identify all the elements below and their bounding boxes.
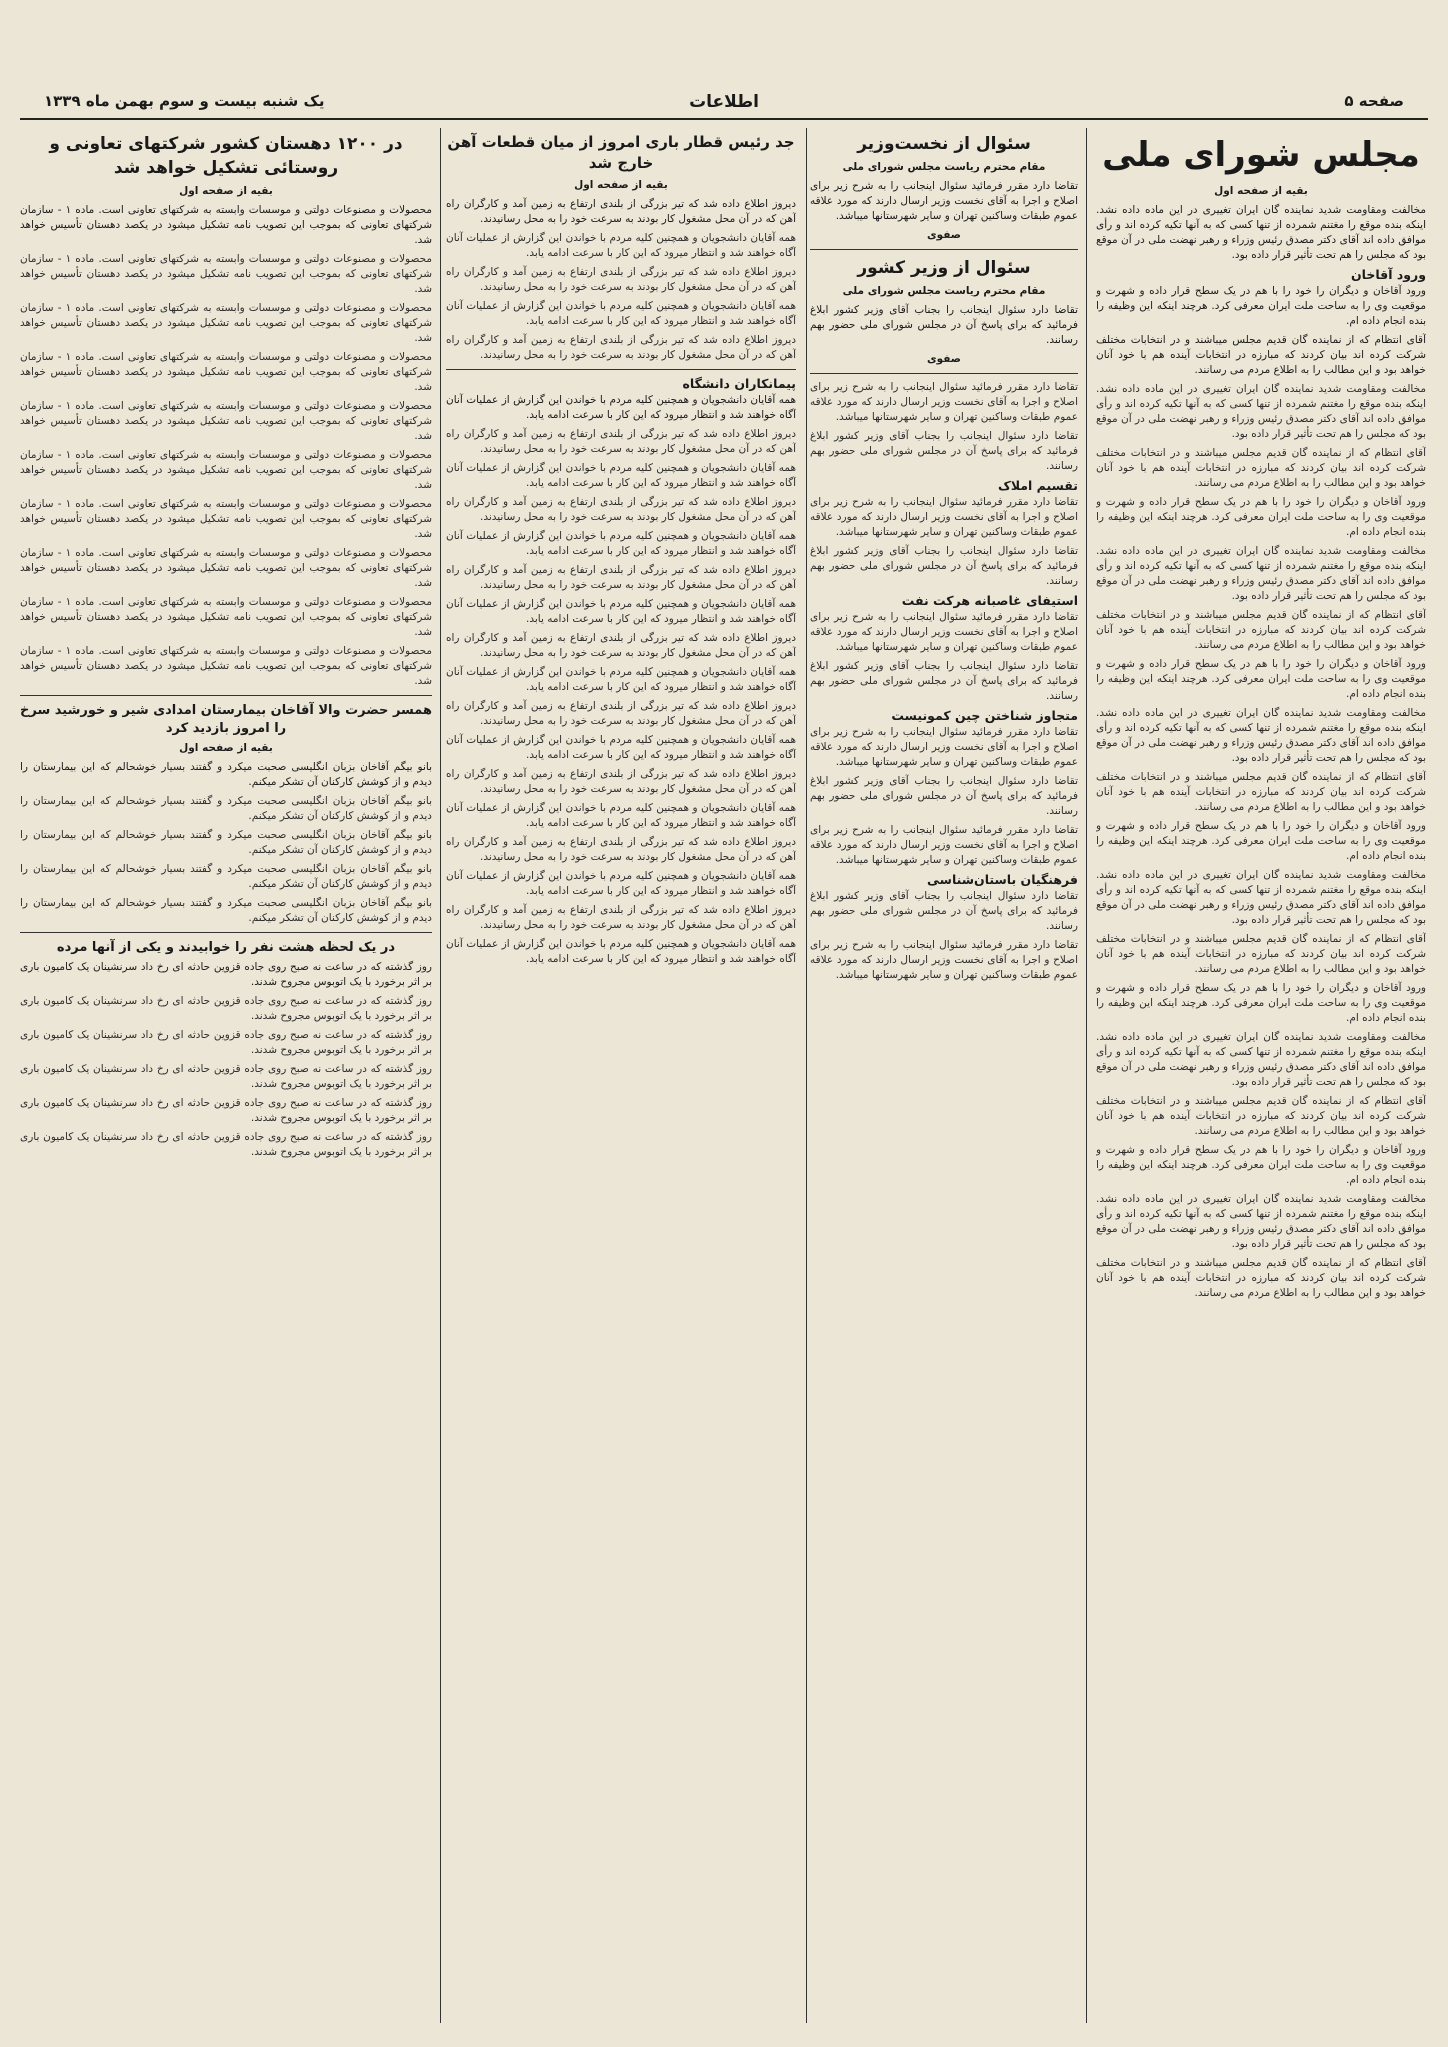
paragraph: تقاضا دارد مقرر فرمائید سئوال اینجانب را به شرح زیر برای اصلاح و اجرا به آقای نخست وزیر ارسال دارند که مورد علاقه عموم طبقات وساکنین تهران و سایر شهرستانها میباشد. bbox=[810, 496, 1078, 538]
paragraph: محصولات و مصنوعات دولتی و موسسات وابسته به شرکتهای تعاونی است. ماده ۱ - سازمان شرکتهای تعاونی که بموجب این تصویب نامه تشکیل میشود در یکصد دهستان تأسیس خواهد شد. bbox=[20, 498, 432, 540]
paragraph: همه آقایان دانشجویان و همچنین کلیه مردم با خواندن این گزارش از عملیات آنان آگاه خواهند شد و انتظار میرود که این کار با سرعت ادامه یابد. bbox=[446, 938, 796, 965]
paragraph: دیروز اطلاع داده شد که تیر بزرگی از بلندی ارتفاع به زمین آمد و کارگران راه آهن که در آن محل مشغول کار بودند به سرعت خود را به محل رسانیدند. bbox=[446, 198, 796, 225]
paragraph: روز گذشته که در ساعت نه صبح روی جاده قزوین حادثه ای رخ داد سرنشینان یک کامیون باری بر اثر برخورد با یک اتوبوس مجروح شدند. bbox=[20, 1097, 432, 1124]
paragraph: دیروز اطلاع داده شد که تیر بزرگی از بلندی ارتفاع به زمین آمد و کارگران راه آهن که در آن محل مشغول کار بودند به سرعت خود را به محل رسانیدند. bbox=[446, 334, 796, 361]
kicker: بقیه از صفحه اول bbox=[179, 742, 273, 754]
paragraph: روز گذشته که در ساعت نه صبح روی جاده قزوین حادثه ای رخ داد سرنشینان یک کامیون باری بر اثر برخورد با یک اتوبوس مجروح شدند. bbox=[20, 1131, 432, 1158]
paragraph: ورود آقاخان و دیگران را خود را با هم در یک سطح قرار داده و شهرت و موقعیت وی را به ساحت ملت ایران معرفی کرد. هرچند اینکه این وظیفه را بنده انجام داده ام. bbox=[1096, 658, 1426, 700]
column-parliament bbox=[1096, 128, 1426, 2023]
paragraph: دیروز اطلاع داده شد که تیر بزرگی از بلندی ارتفاع به زمین آمد و کارگران راه آهن که در آن محل مشغول کار بودند به سرعت خود را به محل رسانیدند. bbox=[446, 564, 796, 591]
paragraph: آقای انتظام که از نماینده گان قدیم مجلس میباشند و در انتخابات مختلف شرکت کرده اند بیان کردند که مبارزه در انتخابات آینده هم با خود آنان خواهد بود و این مطالب را به اطلاع مردم می رسانند. bbox=[1096, 933, 1426, 975]
kicker: مقام محترم ریاست مجلس شورای ملی bbox=[842, 285, 1046, 297]
paragraph: آقای انتظام که از نماینده گان قدیم مجلس میباشند و در انتخابات مختلف شرکت کرده اند بیان کردند که مبارزه در انتخابات آینده هم با خود آنان خواهد بود و این مطالب را به اطلاع مردم می رسانند. bbox=[1096, 1095, 1426, 1137]
column-train bbox=[446, 128, 796, 2023]
paragraph: تقاضا دارد سئوال اینجانب را بجناب آقای وزیر کشور ابلاغ فرمائید که برای پاسخ آن در مجلس شورای ملی حضور بهم رسانند. bbox=[810, 304, 1078, 346]
paragraph: تقاضا دارد مقرر فرمائید سئوال اینجانب را به شرح زیر برای اصلاح و اجرا به آقای نخست وزیر ارسال دارند که مورد علاقه عموم طبقات وساکنین تهران و سایر شهرستانها میباشد. bbox=[810, 180, 1078, 222]
subheading: پیمانکاران دانشگاه bbox=[682, 376, 796, 391]
paragraph: دیروز اطلاع داده شد که تیر بزرگی از بلندی ارتفاع به زمین آمد و کارگران راه آهن که در آن محل مشغول کار بودند به سرعت خود را به محل رسانیدند. bbox=[446, 836, 796, 863]
paragraph: روز گذشته که در ساعت نه صبح روی جاده قزوین حادثه ای رخ داد سرنشینان یک کامیون باری بر اثر برخورد با یک اتوبوس مجروح شدند. bbox=[20, 1029, 432, 1056]
paragraph: روز گذشته که در ساعت نه صبح روی جاده قزوین حادثه ای رخ داد سرنشینان یک کامیون باری بر اثر برخورد با یک اتوبوس مجروح شدند. bbox=[20, 995, 432, 1022]
paragraph: دیروز اطلاع داده شد که تیر بزرگی از بلندی ارتفاع به زمین آمد و کارگران راه آهن که در آن محل مشغول کار بودند به سرعت خود را به محل رسانیدند. bbox=[446, 700, 796, 727]
subheading: ورود آقاخان bbox=[1350, 267, 1426, 282]
paragraph: مخالفت ومقاومت شدید نماینده گان ایران تغییری در این ماده داده نشد. اینکه بنده موقع را مغتنم شمرده از تنها کسی که به آنها تکیه کرده اند و رأی موافق داده اند آقای دکتر مصدق رئیس وزراء و رهبر نهضت ملی در آن موقع بود که مجلس را هم تحت تأثیر قرار داده بود. bbox=[1096, 869, 1426, 926]
paragraph: بانو بیگم آقاخان بزبان انگلیسی صحبت میکرد و گفتند بسیار خوشحالم که این بیمارستان را دیدم و از کوشش کارکنان آن تشکر میکنم. bbox=[20, 795, 432, 822]
column-cooperatives bbox=[20, 128, 432, 2023]
headline-cooperatives: در ۱۲۰۰ دهستان کشور شرکتهای تعاونی و روستائی تشکیل خواهد شد bbox=[49, 134, 403, 178]
paragraph: مخالفت ومقاومت شدید نماینده گان ایران تغییری در این ماده داده نشد. اینکه بنده موقع را مغتنم شمرده از تنها کسی که به آنها تکیه کرده اند و رأی موافق داده اند آقای دکتر مصدق رئیس وزراء و رهبر نهضت ملی در آن موقع بود که مجلس را هم تحت تأثیر قرار داده بود. bbox=[1096, 1193, 1426, 1250]
paragraph: همه آقایان دانشجویان و همچنین کلیه مردم با خواندن این گزارش از عملیات آنان آگاه خواهند شد و انتظار میرود که این کار با سرعت ادامه یابد. bbox=[446, 734, 796, 761]
paragraph: دیروز اطلاع داده شد که تیر بزرگی از بلندی ارتفاع به زمین آمد و کارگران راه آهن که در آن محل مشغول کار بودند به سرعت خود را به محل رسانیدند. bbox=[446, 904, 796, 931]
paragraph: همه آقایان دانشجویان و همچنین کلیه مردم با خواندن این گزارش از عملیات آنان آگاه خواهند شد و انتظار میرود که این کار با سرعت ادامه یابد. bbox=[446, 394, 796, 421]
column-rule bbox=[440, 128, 441, 2023]
paragraph: تقاضا دارد سئوال اینجانب را بجناب آقای وزیر کشور ابلاغ فرمائید که برای پاسخ آن در مجلس شورای ملی حضور بهم رسانند. bbox=[810, 430, 1078, 472]
paragraph: محصولات و مصنوعات دولتی و موسسات وابسته به شرکتهای تعاونی است. ماده ۱ - سازمان شرکتهای تعاونی که بموجب این تصویب نامه تشکیل میشود در یکصد دهستان تأسیس خواهد شد. bbox=[20, 449, 432, 491]
paragraph: محصولات و مصنوعات دولتی و موسسات وابسته به شرکتهای تعاونی است. ماده ۱ - سازمان شرکتهای تعاونی که بموجب این تصویب نامه تشکیل میشود در یکصد دهستان تأسیس خواهد شد. bbox=[20, 400, 432, 442]
divider bbox=[446, 369, 796, 370]
paragraph: ورود آقاخان و دیگران را خود را با هم در یک سطح قرار داده و شهرت و موقعیت وی را به ساحت ملت ایران معرفی کرد. هرچند اینکه این وظیفه را بنده انجام داده ام. bbox=[1096, 982, 1426, 1024]
headline-question-pm: سئوال از نخست‌وزیر bbox=[857, 134, 1031, 154]
paragraph: تقاضا دارد سئوال اینجانب را بجناب آقای وزیر کشور ابلاغ فرمائید که برای پاسخ آن در مجلس شورای ملی حضور بهم رسانند. bbox=[810, 545, 1078, 587]
paragraph: روز گذشته که در ساعت نه صبح روی جاده قزوین حادثه ای رخ داد سرنشینان یک کامیون باری بر اثر برخورد با یک اتوبوس مجروح شدند. bbox=[20, 1063, 432, 1090]
paragraph: همه آقایان دانشجویان و همچنین کلیه مردم با خواندن این گزارش از عملیات آنان آگاه خواهند شد و انتظار میرود که این کار با سرعت ادامه یابد. bbox=[446, 300, 796, 327]
paragraph: همه آقایان دانشجویان و همچنین کلیه مردم با خواندن این گزارش از عملیات آنان آگاه خواهند شد و انتظار میرود که این کار با سرعت ادامه یابد. bbox=[446, 530, 796, 557]
paper-name: اطلاعات bbox=[689, 92, 759, 112]
paragraph: ورود آقاخان و دیگران را خود را با هم در یک سطح قرار داده و شهرت و موقعیت وی را به ساحت ملت ایران معرفی کرد. هرچند اینکه این وظیفه را بنده انجام داده ام. bbox=[1096, 285, 1426, 327]
headline-parliament: مجلس شورای ملی bbox=[1102, 135, 1420, 175]
headline-train: جد رئیس قطار باری امروز از میان قطعات آهن خارج شد bbox=[447, 133, 795, 172]
paragraph: مخالفت ومقاومت شدید نماینده گان ایران تغییری در این ماده داده نشد. اینکه بنده موقع را مغتنم شمرده از تنها کسی که به آنها تکیه کرده اند و رأی موافق داده اند آقای دکتر مصدق رئیس وزراء و رهبر نهضت ملی در آن موقع بود که مجلس را هم تحت تأثیر قرار داده بود. bbox=[1096, 545, 1426, 602]
paragraph: همه آقایان دانشجویان و همچنین کلیه مردم با خواندن این گزارش از عملیات آنان آگاه خواهند شد و انتظار میرود که این کار با سرعت ادامه یابد. bbox=[446, 232, 796, 259]
subheading: متجاوز شناختن چین کمونیست bbox=[891, 708, 1078, 723]
paragraph: محصولات و مصنوعات دولتی و موسسات وابسته به شرکتهای تعاونی است. ماده ۱ - سازمان شرکتهای تعاونی که بموجب این تصویب نامه تشکیل میشود در یکصد دهستان تأسیس خواهد شد. bbox=[20, 645, 432, 687]
issue-date: یک شنبه بیست و سوم بهمن ماه ۱۳۳۹ bbox=[44, 92, 325, 110]
paragraph: محصولات و مصنوعات دولتی و موسسات وابسته به شرکتهای تعاونی است. ماده ۱ - سازمان شرکتهای تعاونی که بموجب این تصویب نامه تشکیل میشود در یکصد دهستان تأسیس خواهد شد. bbox=[20, 596, 432, 638]
divider bbox=[20, 932, 432, 933]
paragraph: بانو بیگم آقاخان بزبان انگلیسی صحبت میکرد و گفتند بسیار خوشحالم که این بیمارستان را دیدم و از کوشش کارکنان آن تشکر میکنم. bbox=[20, 829, 432, 856]
paragraph: دیروز اطلاع داده شد که تیر بزرگی از بلندی ارتفاع به زمین آمد و کارگران راه آهن که در آن محل مشغول کار بودند به سرعت خود را به محل رسانیدند. bbox=[446, 496, 796, 523]
paragraph: روز گذشته که در ساعت نه صبح روی جاده قزوین حادثه ای رخ داد سرنشینان یک کامیون باری بر اثر برخورد با یک اتوبوس مجروح شدند. bbox=[20, 961, 432, 988]
paragraph: بانو بیگم آقاخان بزبان انگلیسی صحبت میکرد و گفتند بسیار خوشحالم که این بیمارستان را دیدم و از کوشش کارکنان آن تشکر میکنم. bbox=[20, 863, 432, 890]
paragraph: تقاضا دارد سئوال اینجانب را بجناب آقای وزیر کشور ابلاغ فرمائید که برای پاسخ آن در مجلس شورای ملی حضور بهم رسانند. bbox=[810, 775, 1078, 817]
paragraph: مخالفت ومقاومت شدید نماینده گان ایران تغییری در این ماده داده نشد. اینکه بنده موقع را مغتنم شمرده از تنها کسی که به آنها تکیه کرده اند و رأی موافق داده اند آقای دکتر مصدق رئیس وزراء و رهبر نهضت ملی در آن موقع بود که مجلس را هم تحت تأثیر قرار داده بود. bbox=[1096, 1031, 1426, 1088]
paragraph: مخالفت ومقاومت شدید نماینده گان ایران تغییری در این ماده داده نشد. اینکه بنده موقع را مغتنم شمرده از تنها کسی که به آنها تکیه کرده اند و رأی موافق داده اند آقای دکتر مصدق رئیس وزراء و رهبر نهضت ملی در آن موقع بود که مجلس را هم تحت تأثیر قرار داده بود. bbox=[1096, 707, 1426, 764]
paragraph: تقاضا دارد سئوال اینجانب را بجناب آقای وزیر کشور ابلاغ فرمائید که برای پاسخ آن در مجلس شورای ملی حضور بهم رسانند. bbox=[810, 660, 1078, 702]
kicker: بقیه از صفحه اول bbox=[1214, 185, 1308, 197]
subheading: استیفای غاصبانه هرکت نفت bbox=[901, 593, 1078, 608]
paragraph: همه آقایان دانشجویان و همچنین کلیه مردم با خواندن این گزارش از عملیات آنان آگاه خواهند شد و انتظار میرود که این کار با سرعت ادامه یابد. bbox=[446, 870, 796, 897]
signature: صفوی bbox=[927, 229, 961, 241]
paragraph: تقاضا دارد مقرر فرمائید سئوال اینجانب را به شرح زیر برای اصلاح و اجرا به آقای نخست وزیر ارسال دارند که مورد علاقه عموم طبقات وساکنین تهران و سایر شهرستانها میباشد. bbox=[810, 611, 1078, 653]
paragraph: همه آقایان دانشجویان و همچنین کلیه مردم با خواندن این گزارش از عملیات آنان آگاه خواهند شد و انتظار میرود که این کار با سرعت ادامه یابد. bbox=[446, 462, 796, 489]
headline-question-interior: سئوال از وزیر کشور bbox=[857, 258, 1031, 278]
paragraph: تقاضا دارد سئوال اینجانب را بجناب آقای وزیر کشور ابلاغ فرمائید که برای پاسخ آن در مجلس شورای ملی حضور بهم رسانند. bbox=[810, 890, 1078, 932]
divider bbox=[20, 695, 432, 696]
column-rule bbox=[1086, 128, 1087, 2023]
paragraph: تقاضا دارد مقرر فرمائید سئوال اینجانب را به شرح زیر برای اصلاح و اجرا به آقای نخست وزیر ارسال دارند که مورد علاقه عموم طبقات وساکنین تهران و سایر شهرستانها میباشد. bbox=[810, 939, 1078, 981]
paragraph: محصولات و مصنوعات دولتی و موسسات وابسته به شرکتهای تعاونی است. ماده ۱ - سازمان شرکتهای تعاونی که بموجب این تصویب نامه تشکیل میشود در یکصد دهستان تأسیس خواهد شد. bbox=[20, 204, 432, 246]
paragraph: دیروز اطلاع داده شد که تیر بزرگی از بلندی ارتفاع به زمین آمد و کارگران راه آهن که در آن محل مشغول کار بودند به سرعت خود را به محل رسانیدند. bbox=[446, 266, 796, 293]
kicker: بقیه از صفحه اول bbox=[574, 179, 668, 191]
paragraph: ورود آقاخان و دیگران را خود را با هم در یک سطح قرار داده و شهرت و موقعیت وی را به ساحت ملت ایران معرفی کرد. هرچند اینکه این وظیفه را بنده انجام داده ام. bbox=[1096, 1144, 1426, 1186]
paragraph: مخالفت ومقاومت شدید نماینده گان ایران تغییری در این ماده داده نشد. اینکه بنده موقع را مغتنم شمرده از تنها کسی که به آنها تکیه کرده اند و رأی موافق داده اند آقای دکتر مصدق رئیس وزراء و رهبر نهضت ملی در آن موقع بود که مجلس را هم تحت تأثیر قرار داده بود. bbox=[1096, 204, 1426, 261]
column-questions bbox=[810, 128, 1078, 2023]
paragraph: تقاضا دارد مقرر فرمائید سئوال اینجانب را به شرح زیر برای اصلاح و اجرا به آقای نخست وزیر ارسال دارند که مورد علاقه عموم طبقات وساکنین تهران و سایر شهرستانها میباشد. bbox=[810, 726, 1078, 768]
divider bbox=[810, 249, 1078, 250]
paragraph: بانو بیگم آقاخان بزبان انگلیسی صحبت میکرد و گفتند بسیار خوشحالم که این بیمارستان را دیدم و از کوشش کارکنان آن تشکر میکنم. bbox=[20, 761, 432, 788]
paragraph: دیروز اطلاع داده شد که تیر بزرگی از بلندی ارتفاع به زمین آمد و کارگران راه آهن که در آن محل مشغول کار بودند به سرعت خود را به محل رسانیدند. bbox=[446, 632, 796, 659]
paragraph: تقاضا دارد مقرر فرمائید سئوال اینجانب را به شرح زیر برای اصلاح و اجرا به آقای نخست وزیر ارسال دارند که مورد علاقه عموم طبقات وساکنین تهران و سایر شهرستانها میباشد. bbox=[810, 824, 1078, 866]
page-number: صفحه ۵ bbox=[1344, 92, 1404, 110]
paragraph: مخالفت ومقاومت شدید نماینده گان ایران تغییری در این ماده داده نشد. اینکه بنده موقع را مغتنم شمرده از تنها کسی که به آنها تکیه کرده اند و رأی موافق داده اند آقای دکتر مصدق رئیس وزراء و رهبر نهضت ملی در آن موقع بود که مجلس را هم تحت تأثیر قرار داده بود. bbox=[1096, 383, 1426, 440]
paragraph: دیروز اطلاع داده شد که تیر بزرگی از بلندی ارتفاع به زمین آمد و کارگران راه آهن که در آن محل مشغول کار بودند به سرعت خود را به محل رسانیدند. bbox=[446, 768, 796, 795]
paragraph: تقاضا دارد مقرر فرمائید سئوال اینجانب را به شرح زیر برای اصلاح و اجرا به آقای نخست وزیر ارسال دارند که مورد علاقه عموم طبقات وساکنین تهران و سایر شهرستانها میباشد. bbox=[810, 381, 1078, 423]
masthead bbox=[20, 82, 1428, 120]
paragraph: آقای انتظام که از نماینده گان قدیم مجلس میباشند و در انتخابات مختلف شرکت کرده اند بیان کردند که مبارزه در انتخابات آینده هم با خود آنان خواهد بود و این مطالب را به اطلاع مردم می رسانند. bbox=[1096, 771, 1426, 813]
paragraph: همه آقایان دانشجویان و همچنین کلیه مردم با خواندن این گزارش از عملیات آنان آگاه خواهند شد و انتظار میرود که این کار با سرعت ادامه یابد. bbox=[446, 802, 796, 829]
divider bbox=[810, 373, 1078, 374]
paragraph: دیروز اطلاع داده شد که تیر بزرگی از بلندی ارتفاع به زمین آمد و کارگران راه آهن که در آن محل مشغول کار بودند به سرعت خود را به محل رسانیدند. bbox=[446, 428, 796, 455]
paragraph: آقای انتظام که از نماینده گان قدیم مجلس میباشند و در انتخابات مختلف شرکت کرده اند بیان کردند که مبارزه در انتخابات آینده هم با خود آنان خواهد بود و این مطالب را به اطلاع مردم می رسانند. bbox=[1096, 609, 1426, 651]
paragraph: ورود آقاخان و دیگران را خود را با هم در یک سطح قرار داده و شهرت و موقعیت وی را به ساحت ملت ایران معرفی کرد. هرچند اینکه این وظیفه را بنده انجام داده ام. bbox=[1096, 496, 1426, 538]
paragraph: آقای انتظام که از نماینده گان قدیم مجلس میباشند و در انتخابات مختلف شرکت کرده اند بیان کردند که مبارزه در انتخابات آینده هم با خود آنان خواهد بود و این مطالب را به اطلاع مردم می رسانند. bbox=[1096, 334, 1426, 376]
column-rule bbox=[806, 128, 807, 2023]
paragraph: محصولات و مصنوعات دولتی و موسسات وابسته به شرکتهای تعاونی است. ماده ۱ - سازمان شرکتهای تعاونی که بموجب این تصویب نامه تشکیل میشود در یکصد دهستان تأسیس خواهد شد. bbox=[20, 253, 432, 295]
paragraph: آقای انتظام که از نماینده گان قدیم مجلس میباشند و در انتخابات مختلف شرکت کرده اند بیان کردند که مبارزه در انتخابات آینده هم با خود آنان خواهد بود و این مطالب را به اطلاع مردم می رسانند. bbox=[1096, 447, 1426, 489]
paragraph: همه آقایان دانشجویان و همچنین کلیه مردم با خواندن این گزارش از عملیات آنان آگاه خواهند شد و انتظار میرود که این کار با سرعت ادامه یابد. bbox=[446, 666, 796, 693]
kicker: بقیه از صفحه اول bbox=[179, 185, 273, 197]
paragraph: آقای انتظام که از نماینده گان قدیم مجلس میباشند و در انتخابات مختلف شرکت کرده اند بیان کردند که مبارزه در انتخابات آینده هم با خود آنان خواهد بود و این مطالب را به اطلاع مردم می رسانند. bbox=[1096, 1257, 1426, 1299]
paragraph: بانو بیگم آقاخان بزبان انگلیسی صحبت میکرد و گفتند بسیار خوشحالم که این بیمارستان را دیدم و از کوشش کارکنان آن تشکر میکنم. bbox=[20, 897, 432, 924]
headline-begum-aga-khan: همسر حضرت والا آقاخان بیمارستان امدادی شیر و خورشید سرخ را امروز بازدید کرد bbox=[20, 703, 432, 736]
paragraph: محصولات و مصنوعات دولتی و موسسات وابسته به شرکتهای تعاونی است. ماده ۱ - سازمان شرکتهای تعاونی که بموجب این تصویب نامه تشکیل میشود در یکصد دهستان تأسیس خواهد شد. bbox=[20, 302, 432, 344]
paragraph: ورود آقاخان و دیگران را خود را با هم در یک سطح قرار داده و شهرت و موقعیت وی را به ساحت ملت ایران معرفی کرد. هرچند اینکه این وظیفه را بنده انجام داده ام. bbox=[1096, 820, 1426, 862]
headline-accident: در یک لحظه هشت نفر را خوابیدند و یکی از آنها مرده bbox=[56, 940, 396, 955]
subheading: تقسیم املاک bbox=[998, 478, 1078, 493]
kicker: مقام محترم ریاست مجلس شورای ملی bbox=[842, 161, 1046, 173]
paragraph: محصولات و مصنوعات دولتی و موسسات وابسته به شرکتهای تعاونی است. ماده ۱ - سازمان شرکتهای تعاونی که بموجب این تصویب نامه تشکیل میشود در یکصد دهستان تأسیس خواهد شد. bbox=[20, 351, 432, 393]
signature: صفوی bbox=[927, 353, 961, 365]
paragraph: محصولات و مصنوعات دولتی و موسسات وابسته به شرکتهای تعاونی است. ماده ۱ - سازمان شرکتهای تعاونی که بموجب این تصویب نامه تشکیل میشود در یکصد دهستان تأسیس خواهد شد. bbox=[20, 547, 432, 589]
subheading: فرهنگیان باستان‌شناسی bbox=[927, 872, 1078, 887]
paragraph: همه آقایان دانشجویان و همچنین کلیه مردم با خواندن این گزارش از عملیات آنان آگاه خواهند شد و انتظار میرود که این کار با سرعت ادامه یابد. bbox=[446, 598, 796, 625]
